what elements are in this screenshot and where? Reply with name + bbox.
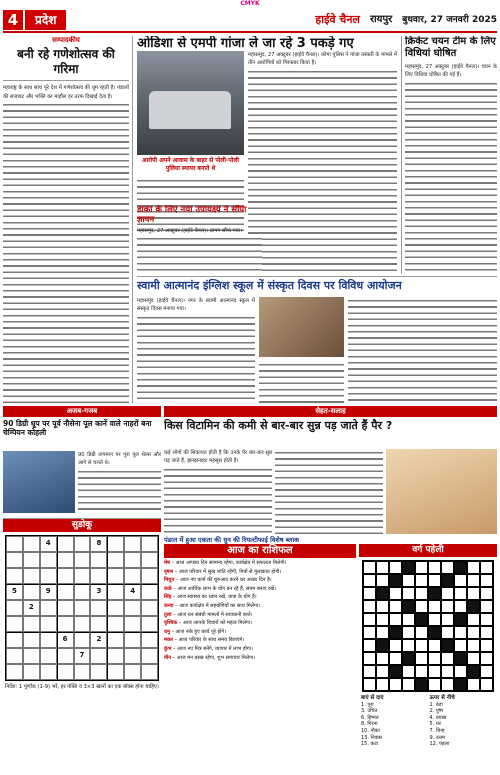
crossword-cell xyxy=(441,639,454,652)
sudoku-cell xyxy=(107,584,124,600)
crossword-grid xyxy=(362,560,494,692)
crossword-cell xyxy=(376,574,389,587)
sudoku-cell xyxy=(57,600,74,616)
crossword-cell xyxy=(467,587,480,600)
crossword-cell xyxy=(428,561,441,574)
masthead-info xyxy=(315,13,497,28)
horoscope-sign: मेष xyxy=(164,560,170,566)
sudoku-cell xyxy=(23,664,40,680)
crossword-box xyxy=(359,544,497,770)
crossword-cell xyxy=(454,652,467,665)
sudoku-cell: 3 xyxy=(90,584,107,600)
sudoku-cell xyxy=(74,600,91,616)
sudoku-cell xyxy=(90,600,107,616)
health-photo xyxy=(386,449,497,534)
crossword-cell xyxy=(415,587,428,600)
crossword-cell xyxy=(467,561,480,574)
horoscope-sign: मीन xyxy=(164,654,172,661)
horoscope-item xyxy=(164,655,356,662)
down-title: ऊपर से नीचे xyxy=(429,695,455,701)
editorial-column xyxy=(3,36,133,403)
horoscope-sign: मकर xyxy=(164,637,173,644)
crossword-cell xyxy=(415,678,428,691)
crossword-cell xyxy=(363,574,376,587)
horoscope-text: – आज आपके विचारों को महत्व मिलेगा। xyxy=(177,620,252,627)
lead-body-lines xyxy=(248,68,397,274)
crossword-cell xyxy=(480,652,493,665)
horoscope-item xyxy=(164,586,356,593)
crossword-cell xyxy=(402,626,415,639)
crossword-cell xyxy=(480,600,493,613)
crossword-cell xyxy=(363,652,376,665)
crossword-cell xyxy=(363,626,376,639)
sudoku-cell xyxy=(141,600,158,616)
crossword-cell xyxy=(480,665,493,678)
horoscope-sign: वृश्चिक xyxy=(164,620,178,627)
horoscope-text: – आज आर्थिक लाभ के योग बन रहे हैं, संयम बनाए रखें। xyxy=(171,585,277,592)
odd-news-lines xyxy=(78,468,161,514)
crossword-cell xyxy=(480,561,493,574)
crossword-clue: 4. प्रयास xyxy=(429,714,447,721)
horoscope-text: – आज रुके हुए कार्य पूरे होंगे। xyxy=(169,628,227,635)
crossword-cell xyxy=(467,613,480,626)
crossword-cell xyxy=(402,561,415,574)
crossword-cell xyxy=(402,600,415,613)
page-number: 4 xyxy=(3,10,23,30)
horoscope-item xyxy=(164,603,356,610)
crossword-clue: 5. घर xyxy=(429,721,441,728)
horoscope-sign: वृषभ xyxy=(164,568,174,575)
crossword-cell xyxy=(454,678,467,691)
school-body-left xyxy=(137,297,255,403)
sudoku-cell: 7 xyxy=(74,648,91,664)
crossword-cell xyxy=(363,561,376,574)
horoscope-item xyxy=(164,594,356,601)
sudoku-cell xyxy=(124,568,141,584)
crossword-clue: 15. कटा xyxy=(361,741,379,748)
crossword-clue: 7. चिन्ह xyxy=(429,727,445,734)
crossword-cell xyxy=(389,600,402,613)
sudoku-cell xyxy=(6,600,23,616)
sudoku-cell xyxy=(23,648,40,664)
sudoku-cell xyxy=(141,552,158,568)
crossword-cell xyxy=(402,678,415,691)
crossword-cell xyxy=(376,587,389,600)
brand-name: हाईवे चैनल xyxy=(315,12,360,26)
health-bar: सेहत-सलाह xyxy=(164,406,497,417)
section-label: प्रदेश xyxy=(25,10,66,30)
memorandum-text: महासमुंद, 27 अक्टूबर (हाईवे चैनल)। ज्ञापन सौंपा गया। xyxy=(137,228,242,234)
sudoku-title: सुडोकू xyxy=(3,519,161,532)
sudoku-cell xyxy=(74,664,91,680)
cricket-story xyxy=(401,36,497,274)
crossword-clue: 8. गिरना xyxy=(361,721,378,728)
health-lines-left xyxy=(164,466,272,534)
sudoku-cell xyxy=(57,536,74,552)
crossword-cell xyxy=(415,652,428,665)
across-clues xyxy=(361,695,427,748)
crossword-cell xyxy=(454,613,467,626)
sudoku-cell xyxy=(74,584,91,600)
horoscope-item xyxy=(164,560,356,567)
crossword-cell xyxy=(402,574,415,587)
sudoku-cell xyxy=(107,568,124,584)
sudoku-cell: 5 xyxy=(6,584,23,600)
crossword-cell xyxy=(454,626,467,639)
sudoku-cell xyxy=(124,552,141,568)
crossword-cell xyxy=(402,665,415,678)
sudoku-cell xyxy=(90,664,107,680)
horoscope-item xyxy=(164,612,356,619)
sudoku-cell xyxy=(40,568,57,584)
crossword-cell xyxy=(467,574,480,587)
crossword-clue: 12. पहला xyxy=(429,741,450,748)
sudoku-cell xyxy=(74,536,91,552)
sudoku-cell xyxy=(6,616,23,632)
crossword-cell xyxy=(428,652,441,665)
horoscope-text: – आज स्वास्थ्य का ध्यान रखें, यात्रा के योग हैं। xyxy=(171,594,257,601)
crossword-cell xyxy=(376,600,389,613)
sudoku-cell xyxy=(90,568,107,584)
crossword-cell xyxy=(376,561,389,574)
crossword-cell xyxy=(441,587,454,600)
horoscope-text: – आज नए कार्य की शुरुआत करने का अच्छा दिन है। xyxy=(174,577,272,584)
horoscope-sign: कन्या xyxy=(164,602,174,609)
crossword-cell xyxy=(376,639,389,652)
horoscope-sign: मिथुन xyxy=(164,577,175,584)
lead-photo-caption: आरोपी अपने आवास के बाहर से पोली-पोली पुलिया स्थायर बनाते थे xyxy=(142,157,239,172)
sudoku-cell xyxy=(124,536,141,552)
crossword-cell xyxy=(454,665,467,678)
editorial-title: बनी रहे गणेशोत्सव की गरिमा xyxy=(3,47,129,81)
sudoku-cell xyxy=(141,616,158,632)
across-title: बाएं से दाएं xyxy=(361,695,384,701)
crossword-cell xyxy=(480,574,493,587)
horoscope-text: – आज नए मित्र बनेंगे, व्यापार में लाभ होगा। xyxy=(171,645,253,652)
crossword-cell xyxy=(363,587,376,600)
sudoku-cell xyxy=(124,600,141,616)
sudoku-cell xyxy=(141,536,158,552)
crossword-cell xyxy=(389,574,402,587)
sudoku-cell: 4 xyxy=(40,536,57,552)
sudoku-cell: 8 xyxy=(90,536,107,552)
issue-date: बुधवार, 27 जनवरी 2025 xyxy=(402,14,497,25)
crossword-cell xyxy=(415,639,428,652)
odd-news-headline: 90 डिग्री धूप पर पूर्व नौसेना पूल कार्ने वाले नाहरों बना चेम्पियन कोहली xyxy=(3,419,152,437)
sudoku-cell xyxy=(141,632,158,648)
sudoku-cell xyxy=(107,648,124,664)
horoscope-sign: तुला xyxy=(164,611,172,618)
cricket-body-lines xyxy=(405,80,497,274)
sudoku-cell xyxy=(40,648,57,664)
crossword-cell xyxy=(428,600,441,613)
print-mark: CMYK xyxy=(240,0,260,7)
school-photo xyxy=(259,297,344,357)
horoscope-item xyxy=(164,637,356,644)
sudoku-cell xyxy=(40,600,57,616)
horoscope-box xyxy=(164,544,356,770)
crossword-cell xyxy=(428,665,441,678)
crossword-cell xyxy=(415,574,428,587)
odd-news-photo xyxy=(3,451,75,513)
sudoku-cell xyxy=(124,648,141,664)
school-headline: स्वामी आत्मानंद इंग्लिश स्कूल में संस्कृत दिवस पर विविध आयोजन xyxy=(137,279,402,292)
crossword-cell xyxy=(415,613,428,626)
sudoku-cell xyxy=(124,664,141,680)
sudoku-cell xyxy=(6,536,23,552)
crossword-cell xyxy=(363,613,376,626)
crossword-cell xyxy=(428,574,441,587)
odd-news-bar: अजब-गजब xyxy=(3,406,161,417)
sudoku-cell xyxy=(124,616,141,632)
crossword-cell xyxy=(389,639,402,652)
sudoku-cell xyxy=(57,648,74,664)
sudoku-cell xyxy=(23,552,40,568)
sudoku-cell: 2 xyxy=(90,632,107,648)
sudoku-note: निर्देश: 1 पूर्णांक (1-9) भरें, हर पंक्ति व 3×3 खानों का एक बॉक्स होना चाहिए। xyxy=(5,684,159,690)
crossword-cell xyxy=(428,678,441,691)
crossword-cell xyxy=(467,600,480,613)
horoscope-text: – आज धन संबंधी मामलों में सावधानी बरतें। xyxy=(171,611,253,618)
horoscope-title: आज का राशिफल xyxy=(164,544,356,558)
sudoku-cell xyxy=(23,616,40,632)
odd-news-body xyxy=(78,451,161,513)
sudoku-cell xyxy=(74,632,91,648)
memorandum-body-lines xyxy=(137,235,262,275)
sudoku-cell xyxy=(90,616,107,632)
crossword-cell xyxy=(454,587,467,600)
sudoku-cell xyxy=(141,568,158,584)
horoscope-sign: सिंह xyxy=(164,594,172,601)
sudoku-cell xyxy=(74,552,91,568)
crossword-clues xyxy=(359,695,497,748)
sudoku-cell xyxy=(141,648,158,664)
lead-text: महासमुंद, 27 अक्टूबर (हाईवे चैनल)। कोमा पुलिस ने गांजा तस्करी के मामले में तीन आरोपियों को गिरफ्तार किया है। xyxy=(248,52,397,67)
sudoku-cell xyxy=(107,536,124,552)
horoscope-text: – आज परिवार के साथ समय बिताएंगे। xyxy=(172,637,245,644)
crossword-cell xyxy=(376,613,389,626)
editorial-label: सम्पादकीय xyxy=(52,36,80,44)
crossword-cell xyxy=(363,639,376,652)
crossword-cell xyxy=(363,665,376,678)
memorandum-story xyxy=(137,205,262,275)
sudoku-cell xyxy=(6,664,23,680)
crossword-clue: 2. पुष्प xyxy=(429,708,444,715)
editorial-text: महाराष्ट्र के साथ साथ पूरे देश में गणेशोत्सव की धूम रहती है। पंडालों की सजावट और भक्ति का माहौल हर तरफ दिखाई देता है। xyxy=(3,85,129,100)
horoscope-sign: कर्क xyxy=(164,585,172,592)
crossword-title: वर्ग पहेली xyxy=(359,544,497,557)
sudoku-cell xyxy=(23,632,40,648)
horoscope-item xyxy=(164,577,356,584)
crossword-clue: 13. निवास xyxy=(361,734,383,741)
school-body-lines xyxy=(137,314,255,404)
crossword-cell xyxy=(441,652,454,665)
crossword-cell xyxy=(376,665,389,678)
odd-news-box xyxy=(3,406,161,514)
crossword-clue: 1. पूरा xyxy=(361,701,374,708)
crossword-cell xyxy=(467,626,480,639)
horoscope-sign: धनु xyxy=(164,628,170,635)
crossword-cell xyxy=(363,678,376,691)
crossword-cell xyxy=(441,613,454,626)
crossword-cell xyxy=(467,665,480,678)
memorandum-headline: डाका के लिए नया उपायक्ष्य ने सौंपा ज्ञापन xyxy=(137,205,247,225)
sudoku-cell xyxy=(107,664,124,680)
crossword-clue: 3. उचित xyxy=(361,708,378,715)
sudoku-cell xyxy=(57,552,74,568)
crossword-cell xyxy=(480,613,493,626)
crossword-cell xyxy=(454,639,467,652)
crossword-cell xyxy=(415,626,428,639)
sudoku-cell xyxy=(6,632,23,648)
crossword-cell xyxy=(441,626,454,639)
sudoku-cell xyxy=(107,632,124,648)
crossword-cell xyxy=(441,561,454,574)
health-box xyxy=(164,406,497,534)
horoscope-text: – आज कार्यक्षेत्र में सहयोगियों का साथ मिलेगा। xyxy=(173,602,261,609)
crossword-cell xyxy=(389,561,402,574)
sudoku-cell xyxy=(74,568,91,584)
crossword-cell xyxy=(441,574,454,587)
sudoku-cell xyxy=(23,584,40,600)
horoscope-item xyxy=(164,620,356,627)
sudoku-cell xyxy=(23,568,40,584)
crossword-cell xyxy=(389,665,402,678)
sudoku-cell: 4 xyxy=(124,584,141,600)
sudoku-cell xyxy=(57,568,74,584)
crossword-cell xyxy=(376,626,389,639)
editorial-body-lines xyxy=(3,101,129,403)
horoscope-text: – आज आपका दिन सामान्य रहेगा, कार्यक्षेत्र में सफलता मिलेगी। xyxy=(169,560,287,566)
crossword-cell xyxy=(376,652,389,665)
odd-news-text: 90 डिग्री तापमान पर पुरा पूल शेल्स और आगे से चलते थे। xyxy=(78,452,161,467)
sudoku-cell xyxy=(40,616,57,632)
school-body-mid xyxy=(259,361,344,403)
sudoku-cell xyxy=(74,616,91,632)
crossword-cell xyxy=(454,574,467,587)
crossword-cell xyxy=(441,678,454,691)
sudoku-cell: 2 xyxy=(23,600,40,616)
crossword-cell xyxy=(415,665,428,678)
sudoku-cell xyxy=(141,584,158,600)
lead-body xyxy=(248,51,397,263)
health-body-mid xyxy=(275,449,383,534)
school-story xyxy=(137,276,497,404)
crossword-cell xyxy=(389,678,402,691)
health-headline: किस विटामिन की कमी से बार-बार सुन्न पड़ जाते हैं पैर ? xyxy=(164,419,393,432)
crossword-cell xyxy=(376,678,389,691)
horoscope-sign: कुंभ xyxy=(164,645,172,652)
sudoku-cell: 6 xyxy=(57,632,74,648)
horoscope-text: – आज मन प्रसन्न रहेगा, शुभ समाचार मिलेगा। xyxy=(171,654,256,661)
crossword-cell xyxy=(480,626,493,639)
horoscope-item xyxy=(164,629,356,636)
sudoku-cell xyxy=(6,552,23,568)
crossword-clue: 9. उत्तम xyxy=(429,734,446,741)
crossword-cell xyxy=(389,613,402,626)
crossword-cell xyxy=(441,665,454,678)
sudoku-cell xyxy=(57,616,74,632)
sudoku-cell xyxy=(6,568,23,584)
crossword-cell xyxy=(415,600,428,613)
city-name: रायपुर xyxy=(369,14,393,26)
sudoku-cell xyxy=(107,600,124,616)
sudoku-grid xyxy=(5,535,159,681)
school-text: महासमुंद (हाईवे चैनल)। नगर के स्वामी आत्मानंद स्कूल में संस्कृत दिवस मनाया गया। xyxy=(137,298,255,313)
crossword-cell xyxy=(480,639,493,652)
crossword-cell xyxy=(363,600,376,613)
crossword-cell xyxy=(480,678,493,691)
crossword-cell xyxy=(441,600,454,613)
sudoku-cell xyxy=(90,552,107,568)
crossword-cell xyxy=(428,639,441,652)
sudoku-cell xyxy=(107,552,124,568)
cricket-text: महासमुंद, 27 अक्टूबर (हाईवे चैनल)। चयन के लिए विधियां घोषित की गई हैं। xyxy=(405,64,497,79)
school-body-right xyxy=(348,297,497,403)
sudoku-cell xyxy=(40,552,57,568)
horoscope-text: – आज परिवार में सुख शांति रहेगी, मित्रों से मुलाकात होगी। xyxy=(173,568,282,575)
crossword-clue: 1. ठंडा xyxy=(429,701,443,708)
crossword-cell xyxy=(402,639,415,652)
crossword-cell xyxy=(454,600,467,613)
crossword-cell xyxy=(467,639,480,652)
lead-headline: ओडिशा से एमपी गांजा ले जा रहे 3 पकड़े गए xyxy=(137,36,354,51)
health-body-left xyxy=(164,449,272,534)
sudoku-box xyxy=(3,518,161,770)
crossword-cell xyxy=(428,587,441,600)
crossword-cell xyxy=(480,587,493,600)
crossword-cell xyxy=(467,678,480,691)
crossword-cell xyxy=(389,626,402,639)
crossword-cell xyxy=(389,652,402,665)
crossword-cell xyxy=(454,561,467,574)
masthead xyxy=(3,9,497,33)
sudoku-cell xyxy=(90,648,107,664)
crossword-cell xyxy=(428,613,441,626)
sudoku-cell xyxy=(40,664,57,680)
health-text: कई लोगों की शिकायत होती है कि उनके पैर बार-बार सुन्न पड़ जाते हैं, झनझनाहट महसूस होती है। xyxy=(164,450,272,465)
sudoku-cell xyxy=(107,616,124,632)
cricket-headline: क्रिकेट चयन टीम के लिए विधियां घोषित xyxy=(405,36,496,59)
crossword-cell xyxy=(467,652,480,665)
sudoku-cell xyxy=(40,632,57,648)
crossword-cell xyxy=(402,587,415,600)
sudoku-cell xyxy=(141,664,158,680)
sudoku-cell xyxy=(57,584,74,600)
headline-strip: पंडाल में हुआ एकता की धुन की रियल्टीफाई विशेष ब्लाक xyxy=(164,536,300,544)
crossword-cell xyxy=(428,626,441,639)
crossword-cell xyxy=(402,652,415,665)
crossword-cell xyxy=(415,561,428,574)
crossword-clue: 6. हिम्मत xyxy=(361,714,379,721)
horoscope-list xyxy=(164,560,356,661)
crossword-clue: 10. नौका xyxy=(361,727,380,734)
horoscope-item xyxy=(164,646,356,653)
sudoku-cell xyxy=(57,664,74,680)
crossword-cell xyxy=(389,587,402,600)
crossword-cell xyxy=(402,613,415,626)
sudoku-cell xyxy=(124,632,141,648)
sudoku-cell xyxy=(6,648,23,664)
sudoku-cell: 9 xyxy=(40,584,57,600)
down-clues xyxy=(430,695,496,748)
horoscope-item xyxy=(164,569,356,576)
lead-photo xyxy=(137,51,244,155)
sudoku-cell xyxy=(23,536,40,552)
